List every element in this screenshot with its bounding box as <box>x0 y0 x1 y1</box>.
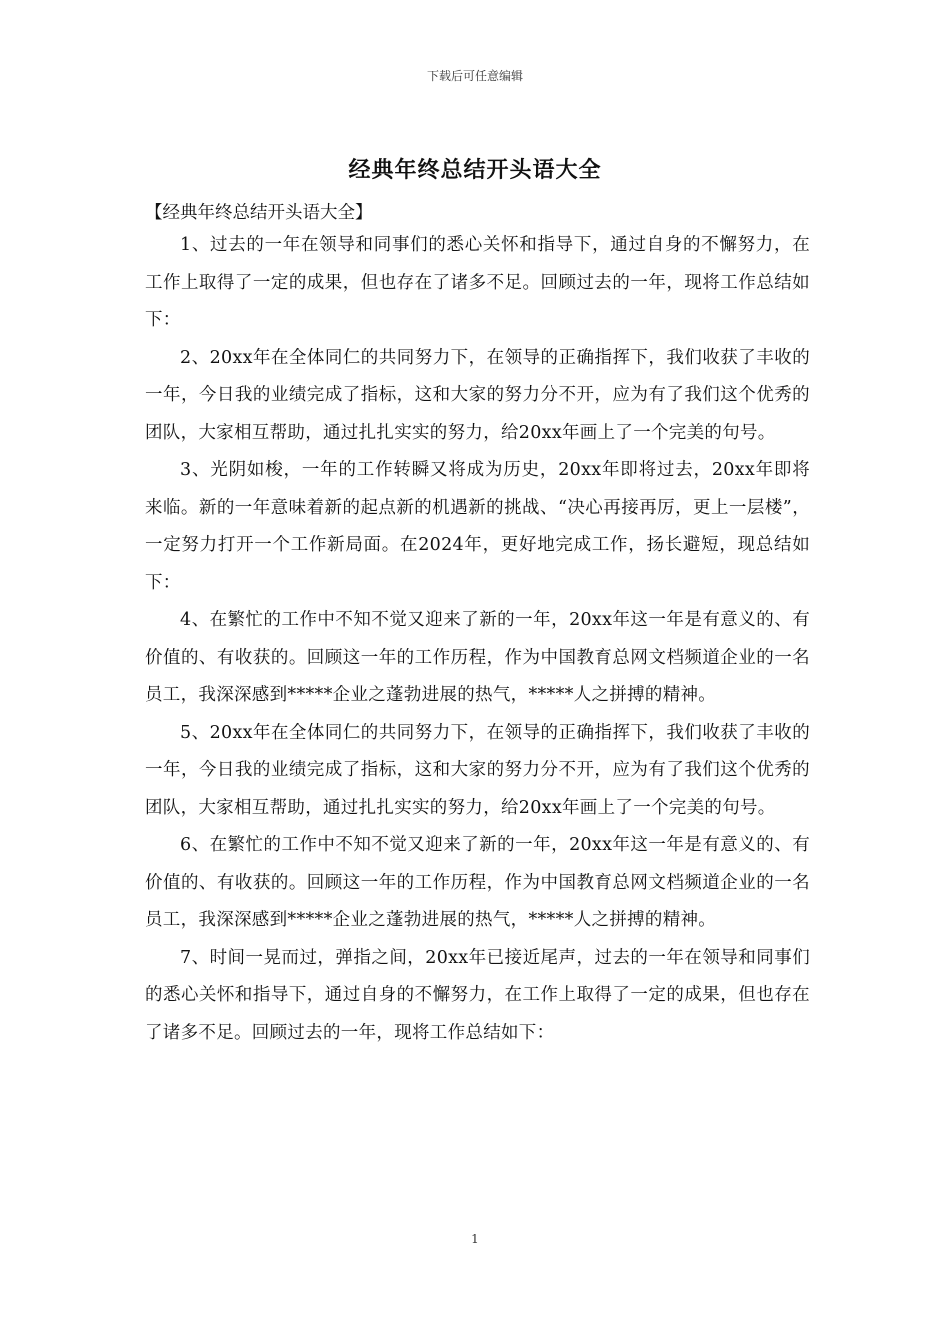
paragraph-4: 4、在繁忙的工作中不知不觉又迎来了新的一年，20xx年这一年是有意义的、有价值的、有收获的。回顾这一年的工作历程，作为中国教育总网文档频道企业的一名员工，我深深感到*****企业之蓬勃进展的热气，*****人之拼搏的精神。 <box>145 610 810 705</box>
document-title: 经典年终总结开头语大全 <box>348 157 602 183</box>
document-body <box>145 227 810 1052</box>
paragraph-5: 5、20xx年在全体同仁的共同努力下，在领导的正确指挥下，我们收获了丰收的一年，今日我的业绩完成了指标，这和大家的努力分不开，应为有了我们这个优秀的团队，大家相互帮助，通过扎扎实实的努力，给20xx年画上了一个完美的句号。 <box>145 722 810 818</box>
paragraph-2: 2、20xx年在全体同仁的共同努力下，在领导的正确指挥下，我们收获了丰收的一年，今日我的业绩完成了指标，这和大家的努力分不开，应为有了我们这个优秀的团队，大家相互帮助，通过扎扎实实的努力，给20xx年画上了一个完美的句号。 <box>145 347 810 443</box>
paragraph-6: 6、在繁忙的工作中不知不觉又迎来了新的一年，20xx年这一年是有意义的、有价值的、有收获的。回顾这一年的工作历程，作为中国教育总网文档频道企业的一名员工，我深深感到*****企业之蓬勃进展的热气，*****人之拼搏的精神。 <box>145 835 810 930</box>
paragraph-1: 1、过去的一年在领导和同事们的悉心关怀和指导下，通过自身的不懈努力，在工作上取得了一定的成果，但也存在了诸多不足。回顾过去的一年，现将工作总结如下： <box>145 235 810 330</box>
section-subheading: 【经典年终总结开头语大全】 <box>145 203 373 223</box>
paragraph-3: 3、光阴如梭，一年的工作转瞬又将成为历史，20xx年即将过去，20xx年即将来临。新的一年意味着新的起点新的机遇新的挑战、“决心再接再厉，更上一层楼”，一定努力打开一个工作新局面。在2024年，更好地完成工作，扬长避短，现总结如下： <box>145 460 810 593</box>
page-header-note: 下载后可任意编辑 <box>426 69 523 83</box>
page-number: 1 <box>471 1232 479 1246</box>
paragraph-7: 7、时间一晃而过，弹指之间，20xx年已接近尾声，过去的一年在领导和同事们的悉心关怀和指导下，通过自身的不懈努力，在工作上取得了一定的成果，但也存在了诸多不足。回顾过去的一年，现将工作总结如下： <box>145 947 810 1043</box>
